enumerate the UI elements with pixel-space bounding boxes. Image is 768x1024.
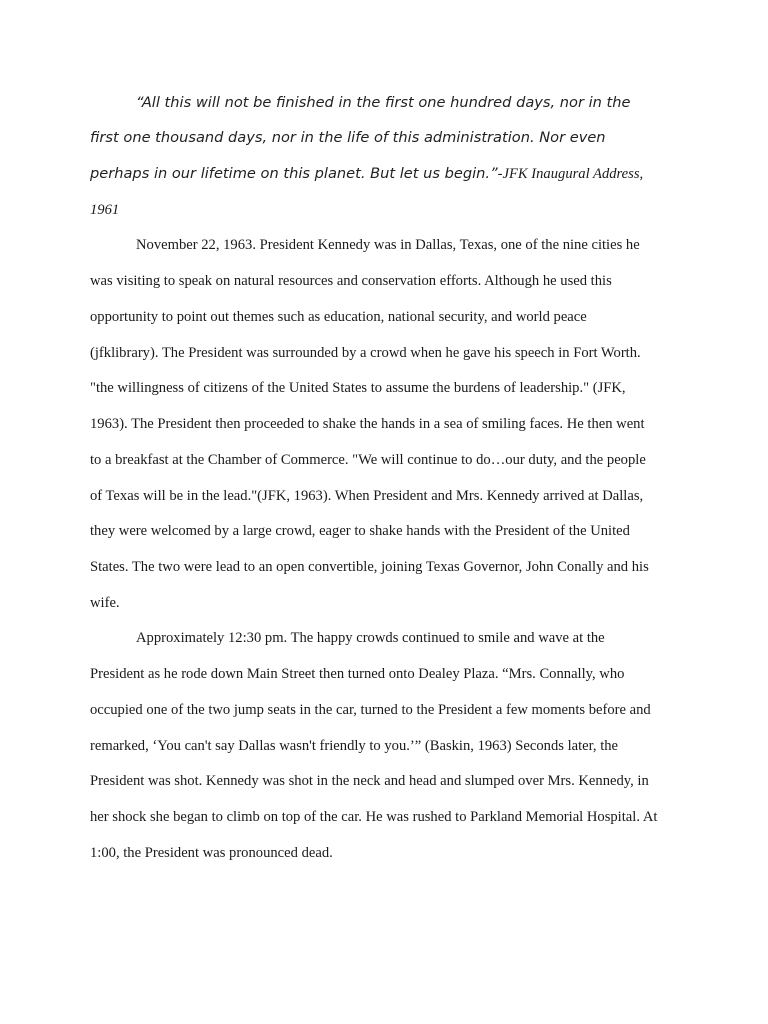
paragraph-1-line: "the willingness of citizens of the United States to assume the burdens of leadership." (JFK, — [90, 380, 626, 396]
epigraph-line-1: “All this will not be finished in the first one hundred days, nor in the — [136, 94, 631, 111]
epigraph-line-4: 1961 — [90, 202, 120, 218]
paragraph-2-line: Approximately 12:30 pm. The happy crowds continued to smile and wave at the — [136, 630, 605, 646]
epigraph-quote-end: perhaps in our lifetime on this planet. But let us begin.” — [90, 165, 498, 182]
paragraph-1-line: wife. — [90, 595, 120, 611]
epigraph-line-2: first one thousand days, nor in the life of this administration. Nor even — [90, 129, 606, 146]
paragraph-2-line: President was shot. Kennedy was shot in the neck and head and slumped over Mrs. Kennedy, in — [90, 773, 649, 789]
paragraph-1-line: was visiting to speak on natural resources and conservation efforts. Although he used this — [90, 273, 612, 289]
paragraph-2-line: 1:00, the President was pronounced dead. — [90, 845, 333, 861]
paragraph-1-line: of Texas will be in the lead."(JFK, 1963). When President and Mrs. Kennedy arrived at Dallas, — [90, 488, 644, 504]
paragraph-1-line: (jfklibrary). The President was surrounded by a crowd when he gave his speech in Fort Worth. — [90, 345, 641, 361]
paragraph-2-line: occupied one of the two jump seats in the car, turned to the President a few moments before and — [90, 702, 651, 718]
paragraph-1-line: 1963). The President then proceeded to shake the hands in a sea of smiling faces. He then went — [90, 416, 645, 432]
paragraph-2-line: her shock she began to climb on top of the car. He was rushed to Parkland Memorial Hospital. At — [90, 809, 658, 825]
epigraph-attribution: -JFK Inaugural Address, — [497, 166, 644, 182]
paragraph-2-line: remarked, ‘You can't say Dallas wasn't friendly to you.’” (Baskin, 1963) Seconds later, the — [90, 738, 619, 754]
paragraph-1-line: States. The two were lead to an open convertible, joining Texas Governor, John Conally and his — [90, 559, 649, 575]
paragraph-1-line: opportunity to point out themes such as education, national security, and world peace — [90, 309, 587, 325]
paragraph-1-line: they were welcomed by a large crowd, eager to shake hands with the President of the United — [90, 523, 630, 539]
paragraph-1-line: November 22, 1963. President Kennedy was in Dallas, Texas, one of the nine cities he — [136, 237, 640, 253]
paragraph-1-line: to a breakfast at the Chamber of Commerce. "We will continue to do…our duty, and the people — [90, 452, 646, 468]
epigraph-line-3 — [90, 165, 643, 183]
paragraph-2-line: President as he rode down Main Street then turned onto Dealey Plaza. “Mrs. Connally, who — [90, 666, 625, 682]
